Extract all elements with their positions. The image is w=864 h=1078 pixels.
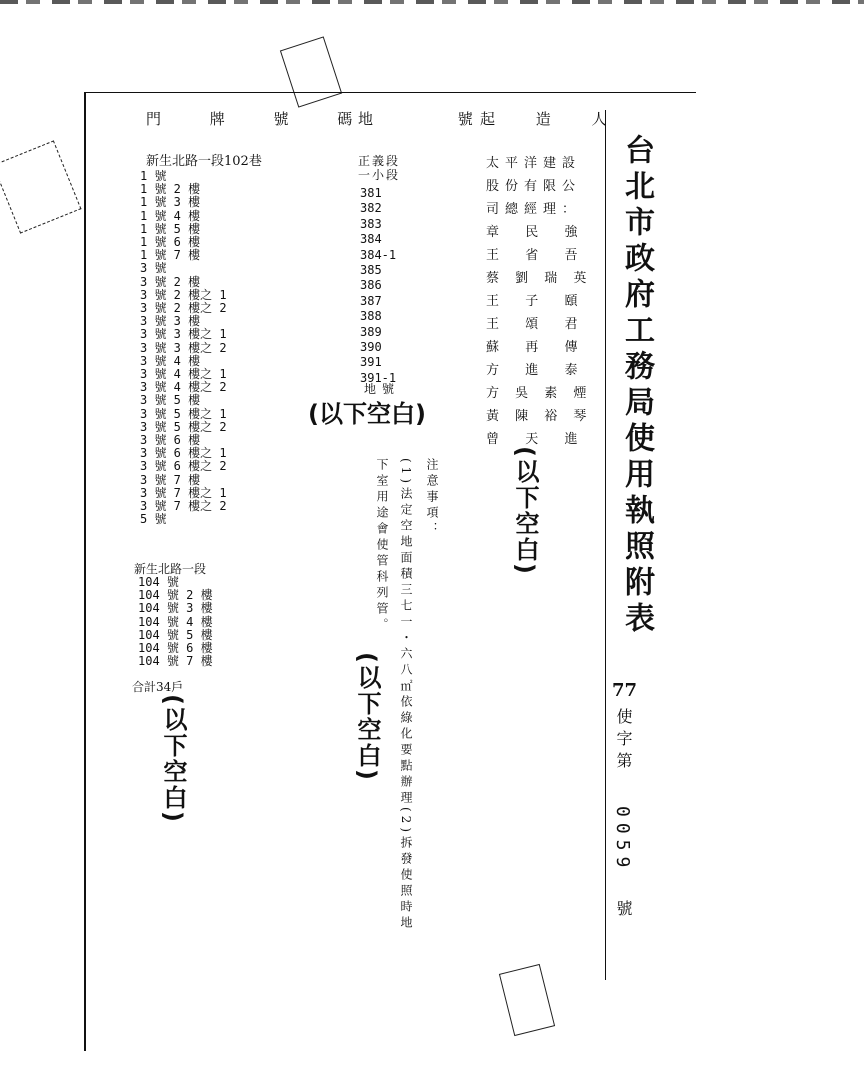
address-row: 104 號 2 樓 [138,588,213,603]
land-number-row: 386 [360,278,382,293]
land-number-row: 387 [360,293,382,308]
land-number-row: 390 [360,340,382,355]
builder-row: 王 省 吾 [486,248,584,263]
builder-row: 方 吳 素 煙 [486,386,593,401]
address-row: 3 號 3 樓之 1 [140,327,227,342]
title-column-divider [605,110,606,980]
address-row: 3 號 6 樓之 1 [140,446,227,461]
builder-row: 司總經理： [486,202,582,217]
land-number-row: 382 [360,201,382,216]
document-title: 台北市政府工務局使用執照附表 [619,134,654,638]
land-section-line1: 正義段 [358,154,401,168]
address-list-1 [140,170,227,526]
address-row: 3 號 6 樓之 2 [140,459,227,474]
address-row: 1 號 4 樓 [140,208,201,223]
blank-stamp-land: (以下空白) [308,400,426,428]
address-row: 3 號 7 樓之 1 [140,485,227,500]
street-name-2: 新生北路一段 [134,562,207,576]
address-row: 1 號 5 樓 [140,221,201,236]
builder-row: 黃 陳 裕 琴 [486,409,593,424]
land-number-row: 391 [360,355,382,370]
address-row: 5 號 [140,512,167,527]
header-land-number: 地 號 [358,110,513,128]
land-number-row: 381 [360,186,382,200]
builder-row: 章 民 強 [486,225,584,240]
address-row: 1 號 3 樓 [140,195,201,210]
address-row: 3 號 [140,261,167,276]
address-row: 1 號 6 樓 [140,235,201,250]
address-row: 104 號 6 樓 [138,641,213,656]
address-list-2 [138,576,213,668]
address-row: 3 號 5 樓之 2 [140,419,227,434]
address-row: 3 號 2 樓之 1 [140,287,227,302]
permit-year: 77 [612,680,638,701]
land-number-list [360,186,396,386]
builder-row: 方 進 泰 [486,363,584,378]
land-number-row: 385 [360,263,382,278]
header-door-number: 門 牌 號 碼 [146,110,375,128]
blank-stamp-builder: (以下空白) [511,446,539,576]
address-row: 3 號 5 樓 [140,393,201,408]
punch-tape-left [0,140,81,233]
land-number-row: 384-1 [360,247,397,262]
address-row: 1 號 [140,169,167,183]
blank-stamp-notes: (以下空白) [353,652,381,782]
address-total: 合計34戶 [132,680,184,694]
address-row: 3 號 6 樓 [140,433,201,448]
builder-list [486,152,592,451]
land-number-row: 383 [360,216,382,231]
land-number-row: 384 [360,232,382,247]
address-row: 3 號 7 樓 [140,472,201,487]
land-number-row: 388 [360,309,382,324]
notes-heading: 注意事項： [425,458,439,538]
notes-line-2: 下室用途會使管科列管。 [375,458,389,634]
address-row: 3 號 4 樓之 1 [140,367,227,382]
permit-prefix: 使字第 [614,708,633,774]
builder-row: 蔡 劉 瑞 英 [486,271,593,286]
builder-row: 股份有限公 [486,179,582,194]
address-row: 1 號 7 樓 [140,248,201,263]
permit-suffix: 號 [614,900,633,916]
address-row: 3 號 7 樓之 2 [140,499,227,514]
address-row: 104 號 [138,575,179,589]
address-row: 3 號 3 樓之 2 [140,340,227,355]
address-row: 104 號 3 樓 [138,601,213,616]
builder-row: 王 頌 君 [486,317,584,332]
builder-row: 蘇 再 傳 [486,340,584,355]
header-builder: 起 造 人 [480,110,625,128]
permit-number: 0059 [612,806,633,874]
land-number-row: 391-1 [360,370,397,385]
builder-row: 曾 天 進 [486,432,584,447]
address-row: 104 號 5 樓 [138,627,213,642]
street-name-1: 新生北路一段102巷 [146,154,262,169]
notes-line-1: (1)法定空地面積三七一・六八㎡依綠化要點辦理(2)拆發使照時地 [399,458,413,932]
land-footer: 地號 [364,382,401,396]
blank-stamp-address: (以下空白) [159,694,187,824]
scan-edge [0,0,864,4]
land-number-row: 389 [360,324,382,339]
address-row: 3 號 5 樓之 1 [140,406,227,421]
land-section-line2: 一小段 [358,168,401,182]
address-row: 3 號 4 樓 [140,353,201,368]
address-row: 3 號 2 樓 [140,274,201,289]
builder-row: 王 子 頤 [486,294,584,309]
address-row: 3 號 4 樓之 2 [140,380,227,395]
builder-row: 太平洋建設 [486,156,582,171]
address-row: 3 號 3 樓 [140,314,201,329]
address-row: 104 號 4 樓 [138,614,213,629]
address-row: 3 號 2 樓之 2 [140,301,227,316]
address-row: 104 號 7 樓 [138,654,213,669]
address-row: 1 號 2 樓 [140,182,201,197]
